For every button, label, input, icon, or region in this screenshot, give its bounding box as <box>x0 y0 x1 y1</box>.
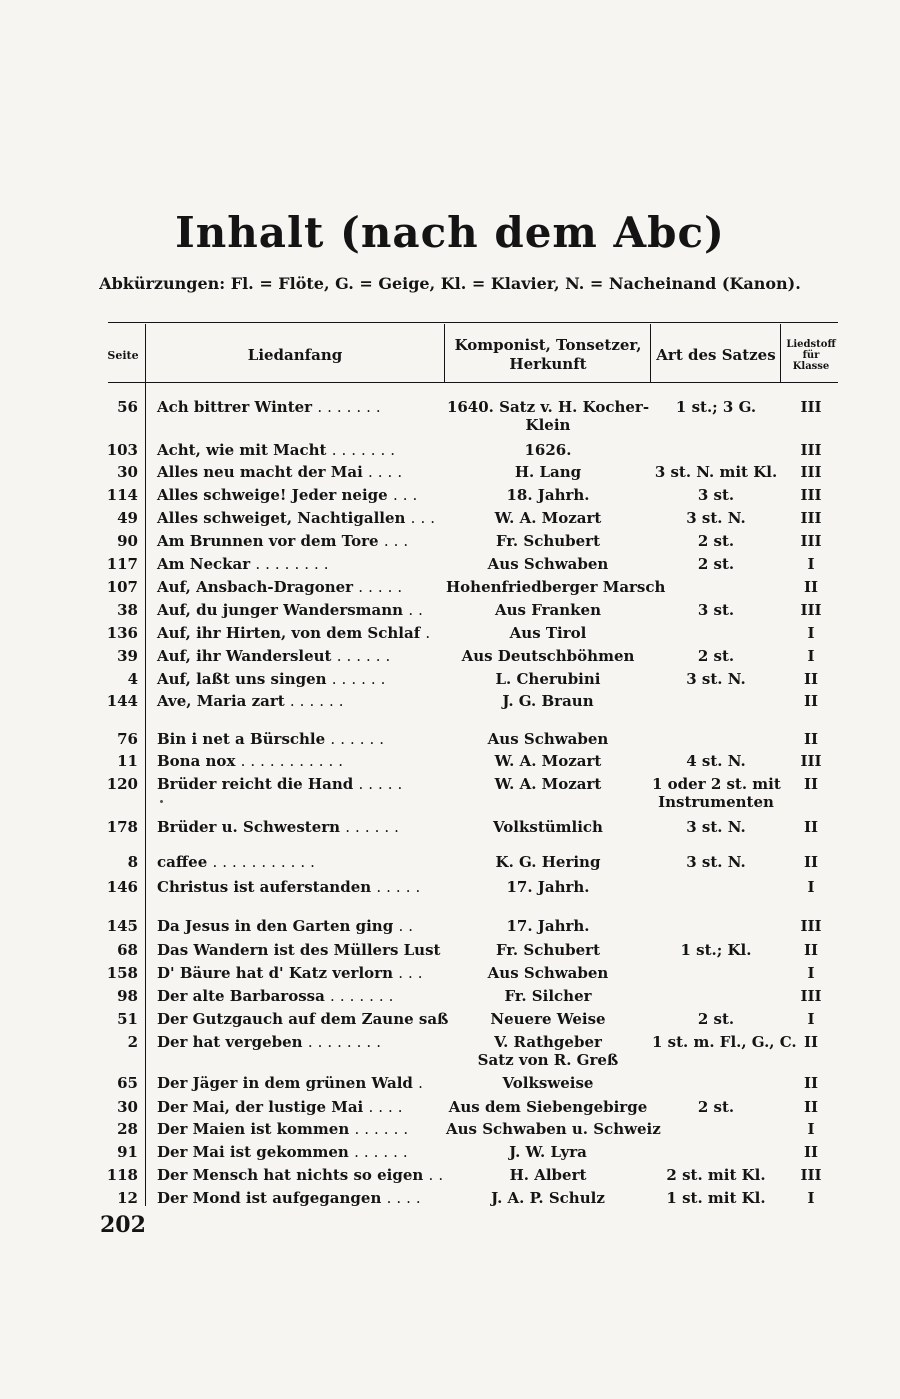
row-class-level: I <box>807 1189 815 1207</box>
song-title-text: Das Wandern ist des Müllers Lust <box>157 941 441 959</box>
song-title-text: Der alte Barbarossa <box>157 987 325 1005</box>
row-class-level: II <box>803 730 819 748</box>
composer-line1: 17. Jahrh. <box>506 917 590 935</box>
header-arrangement: Art des Satzes <box>656 345 776 364</box>
page-number: 202 <box>100 1212 146 1238</box>
composer-line1: Fr. Schubert <box>496 941 600 959</box>
row-composer <box>446 1143 650 1161</box>
composer-line1: Fr. Schubert <box>496 532 600 550</box>
row-arrangement <box>652 941 780 959</box>
composer-line1: J. G. Braun <box>502 692 594 710</box>
row-composer <box>446 1189 650 1207</box>
song-title-text: Der Maien ist kommen <box>157 1120 350 1138</box>
arrangement-line1: 2 st. <box>697 555 735 573</box>
song-title-text: D' Bäure hat d' Katz verlorn <box>157 964 393 982</box>
row-page-number: 56 <box>117 398 138 416</box>
row-song-title <box>157 509 442 527</box>
composer-line1: L. Cherubini <box>495 670 601 688</box>
song-title-text: Der Mensch hat nichts so eigen <box>157 1166 424 1184</box>
composer-line1: Neuere Weise <box>490 1010 606 1028</box>
row-page-number: 11 <box>117 752 138 770</box>
row-class-level: III <box>800 398 822 416</box>
row-page-number: 49 <box>117 509 138 527</box>
song-title-text: Alles schweiget, Nachtigallen <box>157 509 406 527</box>
row-song-title <box>157 1166 449 1184</box>
row-class-level: III <box>800 752 822 770</box>
song-title-text: Auf, du junger Wandersmann <box>157 601 404 619</box>
row-composer <box>446 670 650 688</box>
row-class-level: II <box>803 692 819 710</box>
row-class-level: II <box>803 818 819 836</box>
row-page-number: 103 <box>106 441 138 459</box>
row-song-title <box>157 917 442 935</box>
row-composer <box>446 1166 650 1184</box>
song-title-text: caffee <box>157 853 208 871</box>
row-song-title <box>157 1010 449 1028</box>
row-arrangement <box>652 853 780 871</box>
song-title-text: Brüder u. Schwestern <box>157 818 341 836</box>
arrangement-line1: 1 oder 2 st. mit <box>652 775 781 793</box>
row-class-level: I <box>807 555 815 573</box>
song-title-text: Auf, Ansbach-Dragoner <box>157 578 354 596</box>
abbreviations-line: Abkürzungen: Fl. = Flöte, G. = Geige, Kl. = Klavier, N. = Nacheinand (Kanon). <box>99 274 801 293</box>
row-song-title <box>157 1074 442 1092</box>
row-song-title <box>157 601 442 619</box>
row-class-level: II <box>803 1098 819 1116</box>
leader-dots: ... <box>383 532 414 550</box>
row-page-number: 120 <box>106 775 138 793</box>
row-song-title <box>157 1098 442 1116</box>
composer-line1: W. A. Mozart <box>494 509 602 527</box>
row-composer <box>446 647 650 665</box>
row-composer <box>446 730 650 748</box>
leader-dots: ... <box>398 964 428 982</box>
row-arrangement <box>652 463 780 481</box>
song-title-text: Alles neu macht der Mai <box>157 463 363 481</box>
row-page-number: 8 <box>127 853 138 871</box>
row-page-number: 144 <box>106 692 138 710</box>
arrangement-line1: 1 st. m. Fl., G., C. <box>652 1033 797 1051</box>
song-title-text: Der Jäger in dem grünen Wald <box>157 1074 413 1092</box>
leader-dots: ....... <box>330 987 399 1005</box>
row-song-title <box>157 486 442 504</box>
row-class-level: I <box>807 1010 815 1028</box>
leader-dots: ...... <box>289 692 349 710</box>
song-title-text: Ave, Maria zart <box>157 692 285 710</box>
row-song-title <box>157 532 442 550</box>
composer-line1: V. Rathgeber <box>494 1033 602 1051</box>
row-song-title <box>157 775 442 793</box>
header-composer-line2: Herkunft <box>509 355 587 373</box>
arrangement-line1: 2 st. <box>697 1010 735 1028</box>
row-class-level: II <box>803 853 819 871</box>
row-arrangement <box>652 775 780 811</box>
song-title-text: Acht, wie mit Macht <box>157 441 327 459</box>
row-page-number: 146 <box>106 878 138 896</box>
header-class <box>782 327 840 383</box>
row-song-title <box>157 853 442 871</box>
row-composer <box>446 692 650 710</box>
row-page-number: 4 <box>127 670 138 688</box>
row-class-level: III <box>800 532 822 550</box>
row-class-level: I <box>807 624 815 642</box>
leader-dots: . <box>418 1074 428 1092</box>
song-title-text: Auf, laßt uns singen <box>157 670 327 688</box>
row-class-level: II <box>803 1074 819 1092</box>
row-page-number: 98 <box>117 987 138 1005</box>
composer-line1: Aus Schwaben <box>487 730 609 748</box>
arrangement-line1: 3 st. <box>697 601 735 619</box>
header-class-line2: für <box>802 349 820 361</box>
row-page-number: 65 <box>117 1074 138 1092</box>
row-song-title <box>157 878 442 896</box>
composer-line1: Fr. Silcher <box>504 987 592 1005</box>
leader-dots: ..... <box>358 578 408 596</box>
song-title-text: Auf, ihr Wandersleut <box>157 647 332 665</box>
arrangement-line1: 3 st. <box>697 486 735 504</box>
row-composer <box>446 1120 661 1138</box>
row-arrangement <box>652 818 780 836</box>
leader-dots: ... <box>392 486 423 504</box>
song-title-text: Ach bittrer Winter <box>157 398 313 416</box>
composer-line1: 18. Jahrh. <box>506 486 590 504</box>
row-page-number: 30 <box>117 463 138 481</box>
row-composer <box>446 987 650 1005</box>
leader-dots: ........... <box>212 853 320 871</box>
composer-line2: Klein <box>525 416 571 434</box>
composer-line1: Aus Schwaben u. Schweiz <box>446 1120 661 1138</box>
row-composer <box>446 601 650 619</box>
leader-dots: ........ <box>255 555 334 573</box>
row-song-title <box>157 647 442 665</box>
row-arrangement <box>652 509 780 527</box>
arrangement-line1: 3 st. N. mit Kl. <box>654 463 778 481</box>
song-title-text: Bin i net a Bürschle <box>157 730 326 748</box>
row-page-number: 68 <box>117 941 138 959</box>
row-page-number: 2 <box>127 1033 138 1051</box>
arrangement-line1: 4 st. N. <box>686 752 746 770</box>
row-song-title <box>157 398 442 416</box>
row-page-number: 107 <box>106 578 138 596</box>
composer-line1: 17. Jahrh. <box>506 878 590 896</box>
row-song-title <box>157 1120 442 1138</box>
row-page-number: 51 <box>117 1010 138 1028</box>
row-song-title <box>157 670 442 688</box>
row-class-level: II <box>803 670 819 688</box>
row-page-number: 158 <box>106 964 138 982</box>
composer-line1: Aus Deutschböhmen <box>461 647 635 665</box>
leader-dots: . <box>425 624 436 642</box>
composer-line1: W. A. Mozart <box>494 775 602 793</box>
header-title: Liedanfang <box>247 345 343 364</box>
composer-line1: Aus dem Siebengebirge <box>448 1098 648 1116</box>
leader-dots: .. <box>428 1166 449 1184</box>
row-song-title <box>157 964 442 982</box>
leader-dots: ...... <box>331 670 391 688</box>
composer-line1: Volksweise <box>502 1074 594 1092</box>
row-page-number: 117 <box>106 555 138 573</box>
row-class-level: II <box>803 578 819 596</box>
arrangement-line1: 3 st. N. <box>686 818 746 836</box>
row-arrangement <box>652 752 780 770</box>
row-composer <box>446 486 650 504</box>
row-page-number: 136 <box>106 624 138 642</box>
row-class-level: III <box>800 601 822 619</box>
song-title-text: Christus ist auferstanden <box>157 878 372 896</box>
row-composer <box>446 398 650 434</box>
row-arrangement <box>652 1010 780 1028</box>
leader-dots: ... <box>410 509 440 527</box>
composer-line1: K. G. Hering <box>495 853 601 871</box>
row-composer <box>446 964 650 982</box>
row-song-title <box>157 818 442 836</box>
header-composer-line1: Komponist, Tonsetzer, <box>454 336 642 354</box>
row-composer <box>446 941 650 959</box>
arrangement-line1: 3 st. N. <box>686 853 746 871</box>
composer-line1: W. A. Mozart <box>494 752 602 770</box>
row-class-level: II <box>803 1143 819 1161</box>
composer-line1: H. Lang <box>514 463 582 481</box>
leader-dots: .... <box>368 1098 408 1116</box>
row-composer <box>446 1098 650 1116</box>
leader-dots: ....... <box>331 441 401 459</box>
leader-dots: ...... <box>354 1120 414 1138</box>
row-song-title <box>157 941 442 959</box>
header-page: Seite <box>107 348 139 362</box>
row-song-title <box>157 1143 442 1161</box>
row-composer <box>446 917 650 935</box>
row-composer <box>446 818 650 836</box>
print-speck <box>160 800 163 803</box>
row-arrangement <box>652 670 780 688</box>
row-page-number: 114 <box>106 486 138 504</box>
composer-line1: 1640. Satz v. H. Kocher- <box>446 398 650 416</box>
song-title-text: Bona nox <box>157 752 236 770</box>
row-composer <box>446 853 650 871</box>
arrangement-line1: 3 st. N. <box>686 509 746 527</box>
composer-line1: J. W. Lyra <box>509 1143 587 1161</box>
row-song-title <box>157 578 442 596</box>
row-class-level: III <box>800 987 822 1005</box>
leader-dots: ........ <box>307 1033 386 1051</box>
row-page-number: 91 <box>117 1143 138 1161</box>
row-class-level: II <box>803 1033 819 1051</box>
composer-line1: Hohenfriedberger Marsch <box>446 578 666 596</box>
row-page-number: 76 <box>117 730 138 748</box>
row-class-level: III <box>800 1166 822 1184</box>
composer-line1: H. Albert <box>509 1166 587 1184</box>
row-song-title <box>157 441 442 459</box>
row-page-number: 178 <box>106 818 138 836</box>
song-title-text: Auf, ihr Hirten, von dem Schlaf <box>157 624 421 642</box>
row-page-number: 118 <box>106 1166 138 1184</box>
row-class-level: I <box>807 878 815 896</box>
row-composer <box>446 578 666 596</box>
column-divider <box>650 324 651 382</box>
composer-line2: Satz von R. Greß <box>477 1051 619 1069</box>
row-class-level: III <box>800 463 822 481</box>
row-composer <box>446 752 650 770</box>
song-title-text: Am Brunnen vor dem Tore <box>157 532 379 550</box>
row-composer <box>446 463 650 481</box>
row-composer <box>446 441 650 459</box>
leader-dots: ...... <box>345 818 404 836</box>
row-song-title <box>157 692 442 710</box>
song-title-text: Der Mond ist aufgegangen <box>157 1189 382 1207</box>
row-page-number: 38 <box>117 601 138 619</box>
row-page-number: 12 <box>117 1189 138 1207</box>
row-class-level: I <box>807 647 815 665</box>
row-song-title <box>157 752 442 770</box>
song-title-text: Der Mai ist gekommen <box>157 1143 349 1161</box>
leader-dots: ....... <box>317 398 386 416</box>
row-composer <box>446 775 650 793</box>
row-page-number: 145 <box>106 917 138 935</box>
song-title-text: Der Mai, der lustige Mai <box>157 1098 364 1116</box>
column-divider <box>145 324 146 1206</box>
row-class-level: II <box>803 941 819 959</box>
row-arrangement <box>652 1033 797 1051</box>
row-class-level: II <box>803 775 819 793</box>
row-arrangement <box>652 555 780 573</box>
row-arrangement <box>652 1098 780 1116</box>
row-composer <box>446 532 650 550</box>
arrangement-line1: 3 st. N. <box>686 670 746 688</box>
composer-line1: Aus Schwaben <box>487 555 609 573</box>
song-title-text: Der hat vergeben <box>157 1033 303 1051</box>
row-song-title <box>157 1033 442 1051</box>
song-title-text: Alles schweige! Jeder neige <box>157 486 388 504</box>
row-class-level: III <box>800 917 822 935</box>
leader-dots: ...... <box>336 647 396 665</box>
row-composer <box>446 509 650 527</box>
song-title-text: Der Gutzgauch auf dem Zaune saß <box>157 1010 449 1028</box>
arrangement-line2: Instrumenten <box>658 793 774 811</box>
row-arrangement <box>652 1189 780 1207</box>
row-composer <box>446 1033 650 1069</box>
arrangement-line1: 2 st. <box>697 647 735 665</box>
composer-line1: Aus Schwaben <box>487 964 609 982</box>
page-title: Inhalt (nach dem Abc) <box>175 208 725 257</box>
arrangement-line1: 1 st.; 3 G. <box>675 398 757 416</box>
leader-dots: ..... <box>376 878 426 896</box>
song-title-text: Brüder reicht die Hand <box>157 775 354 793</box>
row-class-level: III <box>800 486 822 504</box>
header-class-line1: Liedstoff <box>786 338 836 350</box>
leader-dots: .... <box>368 463 408 481</box>
leader-dots: ..... <box>358 775 408 793</box>
row-composer <box>446 555 650 573</box>
arrangement-line1: 1 st. mit Kl. <box>666 1189 766 1207</box>
row-composer <box>446 1010 650 1028</box>
row-song-title <box>157 1189 442 1207</box>
composer-line1: 1626. <box>524 441 572 459</box>
row-song-title <box>157 987 442 1005</box>
leader-dots: ...... <box>354 1143 413 1161</box>
row-page-number: 30 <box>117 1098 138 1116</box>
row-composer <box>446 878 650 896</box>
arrangement-line1: 2 st. mit Kl. <box>666 1166 766 1184</box>
header-class-line3: Klasse <box>792 360 830 372</box>
row-page-number: 28 <box>117 1120 138 1138</box>
row-song-title <box>157 463 442 481</box>
table-top-rule <box>108 322 838 323</box>
leader-dots: .. <box>408 601 428 619</box>
row-arrangement <box>652 647 780 665</box>
arrangement-line1: 2 st. <box>697 1098 735 1116</box>
row-song-title <box>157 730 442 748</box>
composer-line1: Aus Tirol <box>509 624 587 642</box>
arrangement-line1: 1 st.; Kl. <box>680 941 752 959</box>
column-divider <box>444 324 445 382</box>
row-arrangement <box>652 486 780 504</box>
row-class-level: I <box>807 1120 815 1138</box>
leader-dots: ...... <box>330 730 390 748</box>
header-composer <box>446 327 650 383</box>
composer-line1: Aus Franken <box>495 601 601 619</box>
row-page-number: 90 <box>117 532 138 550</box>
row-composer <box>446 1074 650 1092</box>
row-class-level: III <box>800 441 822 459</box>
row-page-number: 39 <box>117 647 138 665</box>
row-class-level: I <box>807 964 815 982</box>
leader-dots: .... <box>386 1189 426 1207</box>
row-song-title <box>157 624 442 642</box>
leader-dots: .. <box>398 917 418 935</box>
row-arrangement <box>652 601 780 619</box>
song-title-text: Da Jesus in den Garten ging <box>157 917 394 935</box>
song-title-text: Am Neckar <box>157 555 251 573</box>
composer-line1: J. A. P. Schulz <box>491 1189 605 1207</box>
row-song-title <box>157 555 442 573</box>
row-class-level: III <box>800 509 822 527</box>
row-composer <box>446 624 650 642</box>
leader-dots: ........... <box>240 752 349 770</box>
arrangement-line1: 2 st. <box>697 532 735 550</box>
row-arrangement <box>652 1166 780 1184</box>
row-arrangement <box>652 532 780 550</box>
column-divider <box>780 324 781 382</box>
row-arrangement <box>652 398 780 416</box>
composer-line1: Volkstümlich <box>493 818 603 836</box>
